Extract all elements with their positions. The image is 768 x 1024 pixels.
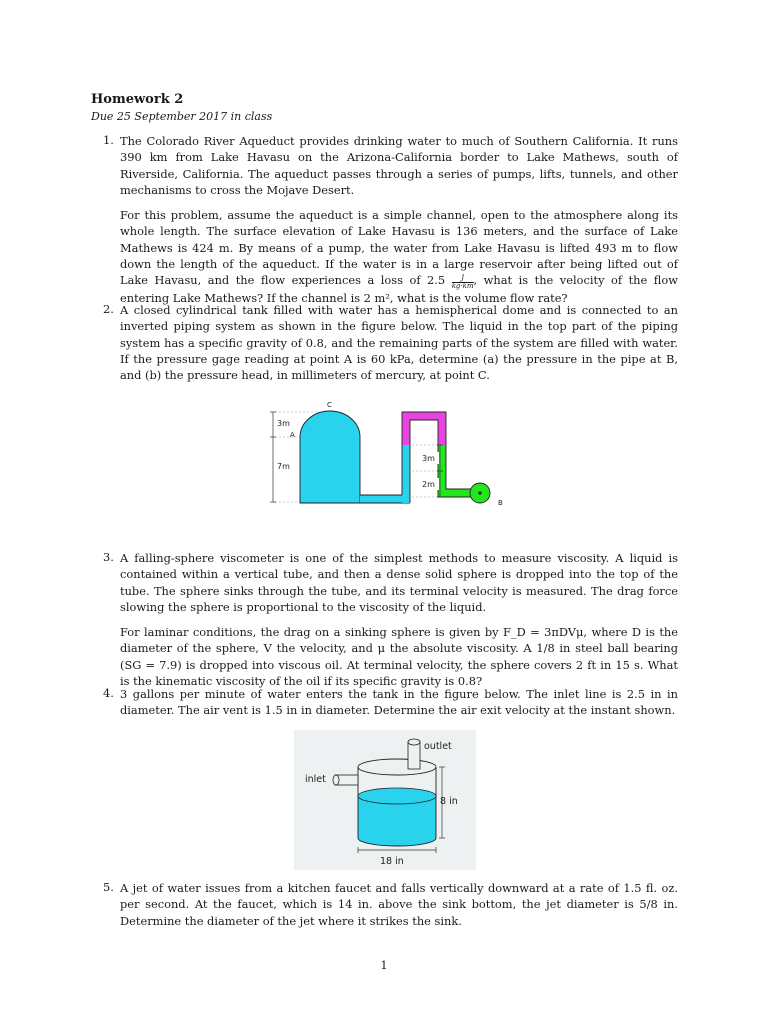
label-inlet: inlet — [305, 774, 326, 785]
water-surface — [358, 788, 436, 804]
dim-width: 18 in — [380, 856, 404, 867]
loss-units-fraction — [452, 275, 474, 290]
tank-vent-figure — [294, 730, 476, 870]
problem-4 — [120, 686, 678, 719]
problem-1 — [120, 133, 678, 307]
fraction-denominator: kg·km — [451, 282, 474, 291]
problem-2 — [120, 302, 678, 383]
problem-3-paragraph-1: A falling-sphere viscometer is one of the simplest methods to measure viscosity. A liquid is contained within a vertical tube, and then a dense solid sphere is dropped into the top of the tube. The sphere sinks through the tube, and its terminal velocity is measured. The drag force slowing the sphere is proportional to the viscosity of the liquid. — [120, 551, 678, 614]
problem-3-paragraph-2: For laminar conditions, the drag on a sinking sphere is given by F_D = 3πDVμ, where D is the diameter of the sphere, V the velocity, and μ the absolute viscosity. A 1/8 in steel ball bearing (SG = 7.9) is dropped into viscous oil. At terminal velocity, the sphere covers 2 ft in 15 s. What is the kinematic viscosity of the oil if its specific gravity is 0.8? — [120, 625, 678, 689]
problem-2-number: 2. — [103, 302, 114, 316]
problem-1-text-a: For this problem, assume the aqueduct is a simple channel, open to the atmosphere along its whole length. The surface elevation of Lake Havasu is 136 meters, and the surface of Lake Mathews is 424 m. By means of a pump, the water from Lake Havasu is lifted 493 m to flow down the length of the aqueduct. If the water is in a large reservoir after being lifted out of Lake Havasu, and the flow experiences a loss of 2.5 — [120, 208, 678, 288]
problem-5-number: 5. — [103, 880, 114, 894]
label-a: A — [290, 431, 295, 439]
tank — [300, 411, 360, 503]
label-b: B — [498, 499, 503, 507]
problem-5-paragraph-1: A jet of water issues from a kitchen faucet and falls vertically downward at a rate of 1.5 fl. oz. per second. At the faucet, which is 14 in. above the sink bottom, the jet diameter is 5/8 in. Determine the diameter of the jet where it strikes the sink. — [120, 881, 678, 928]
page-number: 1 — [380, 958, 388, 972]
dim-3m-right: 3m — [422, 454, 435, 463]
outlet-pipe — [408, 742, 420, 769]
homework-title: Homework 2 — [91, 92, 184, 107]
problem-1-text-b: , what is the velocity of the flow entering Lake Mathews? If the channel is 2 m², what is the volume flow rate? — [120, 273, 678, 306]
dim-height: 8 in — [440, 796, 458, 807]
problem-3-number: 3. — [103, 550, 114, 564]
problem-4-number: 4. — [103, 686, 114, 700]
problem-5 — [120, 880, 678, 929]
problem-3 — [120, 550, 678, 689]
problem-1-paragraph-1: The Colorado River Aqueduct provides drinking water to much of Southern California. It runs 390 km from Lake Havasu on the Arizona-California border to Lake Mathews, south of Riverside, California. The aqueduct passes through a series of pumps, lifts, tunnels, and other mechanisms to cross the Mojave Desert. — [120, 134, 678, 197]
dim-7m: 7m — [277, 462, 290, 471]
tank-piping-figure — [262, 398, 518, 514]
pipe-to-b — [446, 489, 472, 497]
problem-1-number: 1. — [103, 133, 114, 147]
pipe-oil-section — [402, 412, 446, 445]
pipe-water-leg — [402, 445, 410, 503]
dim-2m: 2m — [422, 480, 435, 489]
problem-4-paragraph-1: 3 gallons per minute of water enters the tank in the figure below. The inlet line is 2.5 in in diameter. The air vent is 1.5 in in diameter. Determine the air exit velocity at the instant shown. — [120, 687, 678, 718]
problem-1-paragraph-2 — [120, 207, 678, 306]
label-c: C — [327, 401, 332, 409]
bottom-pipe — [360, 495, 404, 503]
fraction-numerator: J — [452, 275, 474, 283]
due-date: Due 25 September 2017 in class — [91, 110, 273, 123]
dim-3m-left: 3m — [277, 419, 290, 428]
label-outlet: outlet — [424, 741, 452, 752]
problem-2-paragraph-1: A closed cylindrical tank filled with water has a hemispherical dome and is connected to an inverted piping system as shown in the figure below. The liquid in the top part of the piping system has a specific gravity of 0.8, and the remaining parts of the system are filled with water. If the pressure gage reading at point A is 60 kPa, determine (a) the pressure in the pipe at B, and (b) the pressure head, in millimeters of mercury, at point C. — [120, 303, 678, 383]
